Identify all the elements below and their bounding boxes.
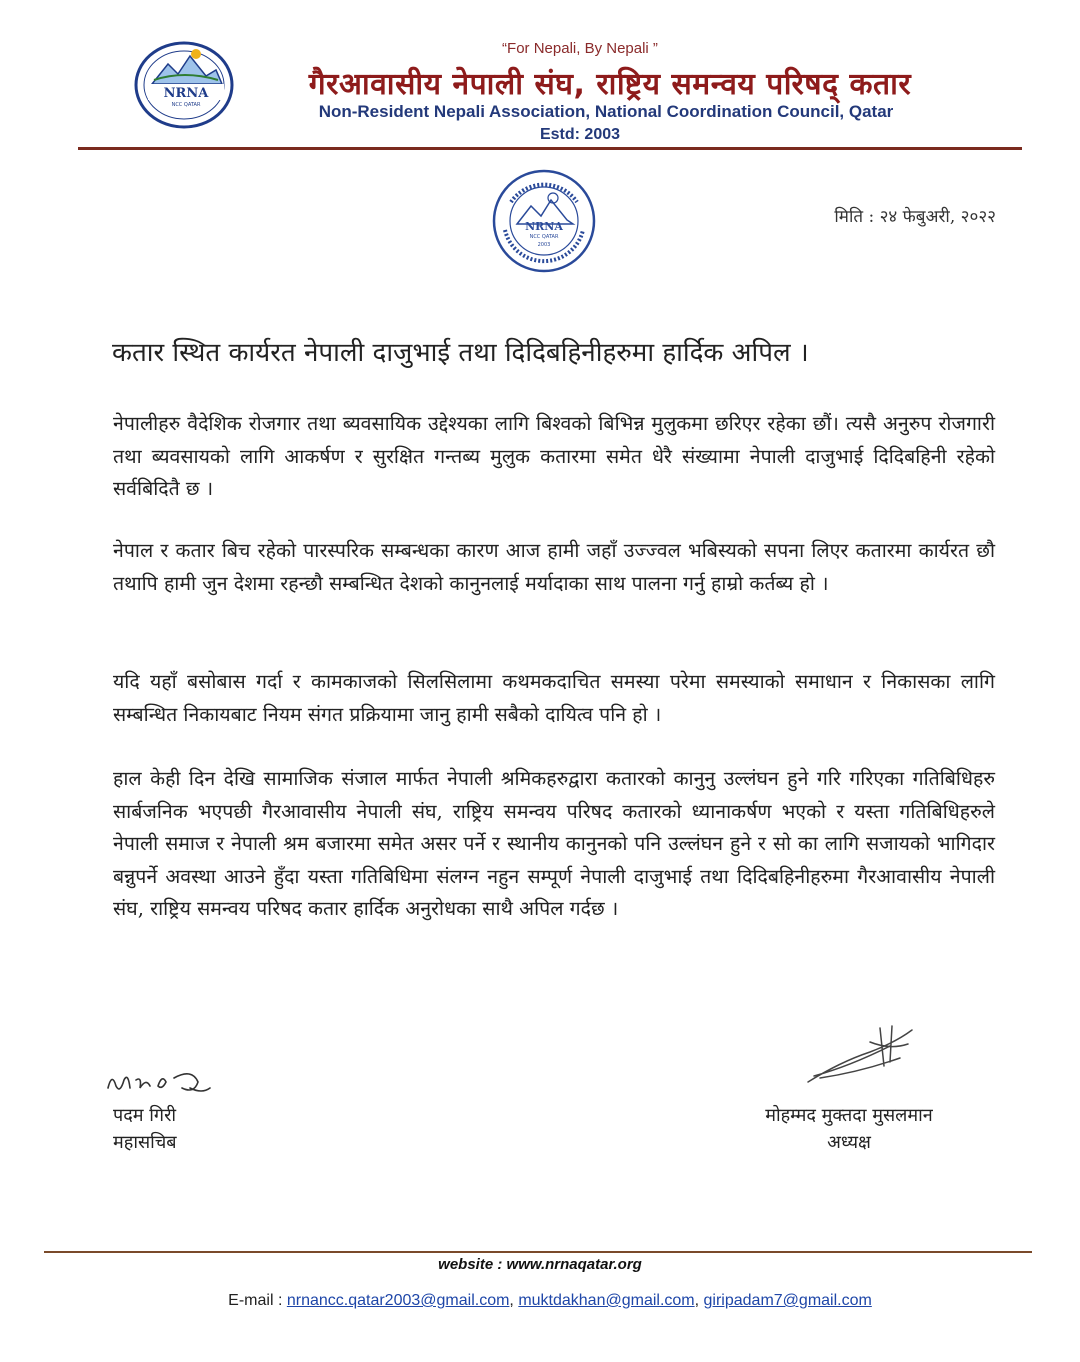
nrna-logo	[134, 40, 240, 130]
signature-left	[102, 1058, 214, 1102]
svg-text:NCC QATAR: NCC QATAR	[171, 102, 201, 108]
svg-text:NCC QATAR: NCC QATAR	[529, 234, 559, 240]
svg-text:NRNA: NRNA	[163, 86, 209, 101]
body-paragraph-3: यदि यहाँ बसोबास गर्दा र कामकाजको सिलसिलामा कथमकदाचित समस्या परेमा समस्याको समाधान र निकासका लागि सम्बन्धित निकायबाट नियम संगत प्रक्रियामा जानु हामी सबैको दायित्व पनि हो ।	[113, 670, 995, 726]
website-text: website : www.nrnaqatar.org	[438, 1256, 642, 1273]
body-paragraph-4: हाल केही दिन देखि सामाजिक संजाल मार्फत नेपाली श्रमिकहरुद्वारा कतारको कानुनु उल्लंघन हुने गरि गरिएका गतिबिधिहरु सार्बजनिक भएपछी गैरआवासीय नेपाली संघ, राष्ट्रिय समन्वय परिषद कतारको ध्यानाकर्षण भएको र यस्ता गतिबिधिहरुले नेपाली समाज र नेपाली श्रम बजारमा समेत असर पर्ने र स्थानीय कानुनको पनि उल्लंघन हुने र सो का लागि सजायको भागिदार बन्नुपर्ने अवस्था आउने हुँदा यस्ता गतिबिधिमा संलग्न नहुन सम्पूर्ण नेपाली दाजुभाई तथा दिदिबहिनीहरुमा गैरआवासीय नेपाली संघ, राष्ट्रिय समन्वय परिषद कतार हार्दिक अनुरोधका साथै अपिल गर्दछ ।	[113, 767, 995, 920]
tagline: “For Nepali, By Nepali ”	[502, 40, 658, 57]
email-line: E-mail : nrnancc.qatar2003@gmail.com, muktdakhan@gmail.com, giripadam7@gmail.com	[228, 1292, 872, 1309]
header-divider	[78, 147, 1022, 150]
body-paragraph-1: नेपालीहरु वैदेशिक रोजगार तथा ब्यवसायिक उद्देश्यका लागि बिश्वको बिभिन्न मुलुकमा छरिएर रहेका छौं। त्यसै अनुरुप रोजगारी तथा ब्यवसायको लागि आकर्षण र सुरक्षित गन्तब्य मुलुक कतारमा समेत धेरै संख्यामा नेपाली दाजुभाई दिदिबहिनी रहेको सर्वबिदितै छ ।	[113, 412, 995, 500]
email-link-3[interactable]: giripadam7@gmail.com	[703, 1292, 872, 1309]
signatory-right-name: मोहम्मद मुक्तदा मुसलमान	[765, 1105, 933, 1126]
letter-date: मिति : २४ फेबुअरी, २०२२	[834, 207, 996, 227]
org-title-nepali: गैरआवासीय नेपाली संघ, राष्ट्रिय समन्वय परिषद् कतार	[308, 67, 912, 102]
signatory-right-title: अध्यक्ष	[827, 1132, 871, 1153]
org-title-english: Non-Resident Nepali Association, National Coordination Council, Qatar	[318, 102, 894, 121]
signatory-left-name: पदम गिरी	[113, 1105, 177, 1126]
email-link-2[interactable]: muktdakhan@gmail.com	[518, 1292, 695, 1309]
email-label: E-mail :	[228, 1292, 283, 1309]
nrna-seal	[491, 168, 597, 274]
letter-subject: कतार स्थित कार्यरत नेपाली दाजुभाई तथा दिदिबहिनीहरुमा हार्दिक अपिल ।	[112, 338, 809, 368]
svg-text:2003: 2003	[537, 242, 551, 248]
footer-divider	[44, 1251, 1032, 1253]
svg-text:NRNA: NRNA	[525, 220, 563, 233]
email-link-1[interactable]: nrnancc.qatar2003@gmail.com	[286, 1292, 510, 1309]
established-year: Estd: 2003	[539, 126, 621, 143]
signature-right	[800, 1022, 918, 1088]
signatory-right	[742, 1102, 956, 1156]
signatory-left	[113, 1102, 177, 1156]
body-paragraph-2: नेपाल र कतार बिच रहेको पारस्परिक सम्बन्धका कारण आज हामी जहाँ उज्ज्वल भबिस्यको सपना लिएर कतारमा कार्यरत छौ तथापि हामी जुन देशमा रहन्छौ सम्बन्धित देशको कानुनलाई मर्यादाका साथ पालना गर्नु हाम्रो कर्तब्य हो ।	[113, 539, 995, 595]
signatory-left-title: महासचिब	[113, 1132, 177, 1153]
